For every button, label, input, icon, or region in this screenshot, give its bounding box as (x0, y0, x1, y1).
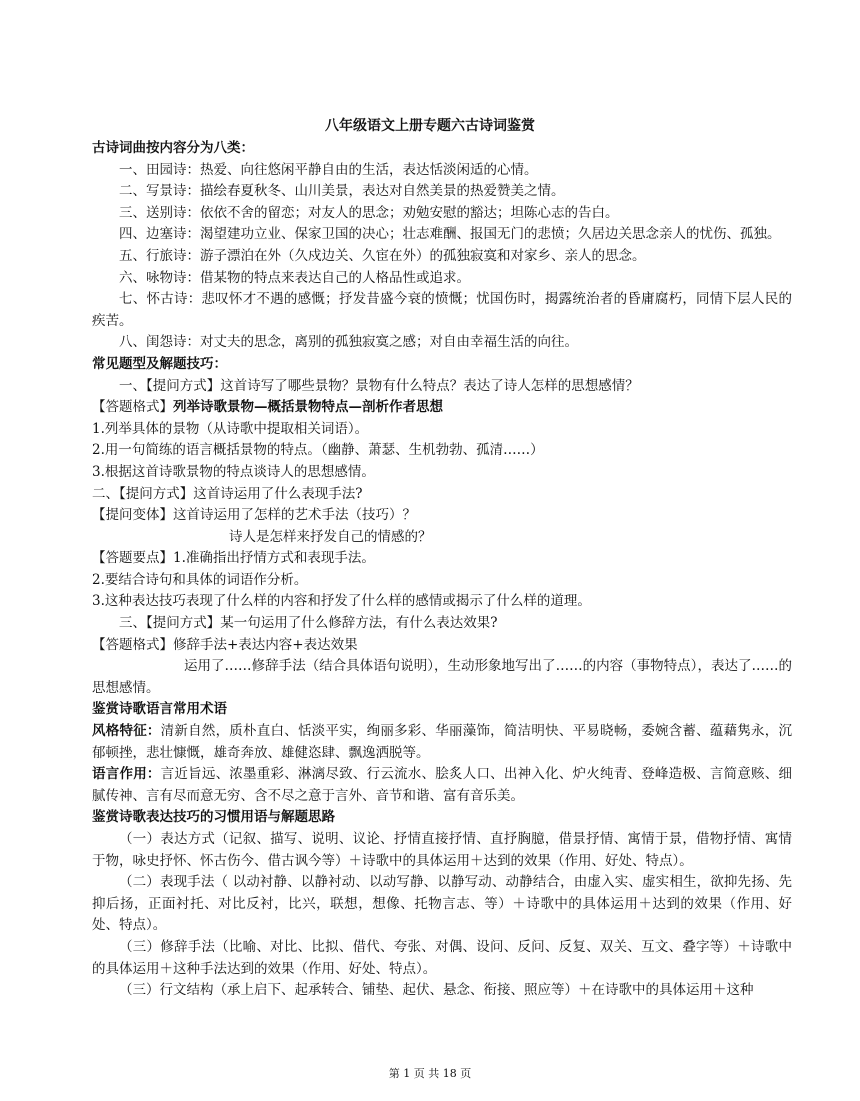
paragraph: 四、边塞诗：渴望建功立业、保家卫国的决心；壮志难酬、报国无门的悲愤；久居边关思念亲人的忧伤、孤独。 (119, 226, 781, 243)
document-title: 八年级语文上册专题六古诗词鉴赏 (325, 118, 535, 134)
paragraph: （一）表达方式（记叙、描写、说明、议论、抒情直接抒情、直抒胸臆，借景抒情、寓情于景，借物抒情、寓情于物，咏史抒怀、怀古伤今、借古讽今等）＋诗歌中的具体运用＋达到的效果（作用、好处、特点）。 (92, 831, 792, 869)
paragraph: 三、【提问方式】某一句运用了什么修辞方法，有什么表达效果? (119, 615, 498, 632)
document-body (92, 138, 792, 1002)
paragraph: 2.要结合诗句和具体的词语作分析。 (92, 571, 308, 588)
paragraph: 一、田园诗：热爱、向往悠闲平静自由的生活，表达恬淡闲适的心情。 (119, 161, 538, 178)
paragraph: 一、【提问方式】这首诗写了哪些景物？景物有什么特点？表达了诗人怎样的思想感情？ (119, 377, 639, 394)
paragraph: 语言作用：言近旨远、浓墨重彩、淋漓尽致、行云流水、脍炙人口、出神入化、炉火纯青、登峰造极、言简意赅、细腻传神、言有尽而意无穷、含不尽之意于言外、音节和谐、富有音乐美。 (92, 766, 793, 804)
paragraph: 风格特征：清新自然，质朴直白、恬淡平实，绚丽多彩、华丽藻饰，简洁明快、平易晓畅，委婉含蓄、蕴藉隽永，沉郁顿挫，悲壮慷慨，雄奇奔放、雄健恣肆、飘逸洒脱等。 (92, 723, 793, 761)
paragraph: 六、咏物诗：借某物的特点来表达自己的人格品性或追求。 (119, 269, 470, 286)
paragraph: 五、行旅诗：游子漂泊在外（久戍边关、久宦在外）的孤独寂寞和对家乡、亲人的思念。 (119, 247, 646, 264)
paragraph: 二、写景诗：描绘春夏秋冬、山川美景，表达对自然美景的热爱赞美之情。 (119, 183, 565, 200)
paragraph: 古诗词曲按内容分为八类： (92, 140, 254, 156)
paragraph: 【答题格式】列举诗歌景物—概括景物特点—剖析作者思想 (92, 399, 443, 416)
section-heading: 鉴赏诗歌语言常用术语 (92, 701, 227, 718)
paragraph: 八、闺怨诗：对丈夫的思念，离别的孤独寂寞之感；对自由幸福生活的向往。 (119, 334, 578, 351)
paragraph: 三、送别诗：依依不舍的留恋；对友人的思念；劝勉安慰的豁达；坦陈心志的告白。 (119, 204, 619, 221)
section-heading: 鉴赏诗歌表达技巧的习惯用语与解题思路 (92, 809, 335, 826)
page-footer: 第 1 页 共 18 页 (388, 1067, 472, 1080)
paragraph: 【答题格式】修辞手法+表达内容+表达效果 (92, 636, 358, 653)
paragraph: 2.用一句简练的语言概括景物的特点。（幽静、萧瑟、生机勃勃、孤清……） (92, 442, 544, 459)
paragraph: 3.根据这首诗歌景物的特点谈诗人的思想感情。 (92, 463, 375, 480)
paragraph: （三）修辞手法（比喻、对比、比拟、借代、夸张、对偶、设问、反问、反复、双关、互文、叠字等）＋诗歌中的具体运用＋这种手法达到的效果（作用、好处、特点）。 (92, 938, 792, 977)
paragraph: 1.列举具体的景物（从诗歌中提取相关词语）。 (92, 420, 369, 437)
paragraph: 【提问变体】这首诗运用了怎样的艺术手法（技巧）？ (92, 507, 416, 524)
paragraph: 二、【提问方式】这首诗运用了什么表现手法? (92, 485, 363, 502)
paragraph: 运用了……修辞手法（结合具体语句说明），生动形象地写出了……的内容（事物特点），表达了……的思想感情。 (92, 658, 792, 696)
section-heading: 常见题型及解题技巧： (92, 355, 227, 372)
paragraph: 诗人是怎样来抒发自己的情感的？ (229, 528, 432, 545)
paragraph: 【答题要点】1.准确指出抒情方式和表现手法。 (92, 550, 375, 567)
paragraph: 七、怀古诗：悲叹怀才不遇的感慨；抒发昔盛今衰的愤慨；忧国伤时，揭露统治者的昏庸腐朽，同情下层人民的疾苦。 (92, 291, 792, 329)
paragraph: （二）表现手法（ 以动衬静、以静衬动、以动写静、以静写动、动静结合，由虚入实、虚实相生，欲抑先扬、先抑后扬，正面衬托、对比反衬，比兴，联想，想像、托物言志、等）＋诗歌中的具体运用＋达到的效果（作用、好处、特点）。 (92, 874, 792, 934)
paragraph: 3.这种表达技巧表现了什么样的内容和抒发了什么样的感情或揭示了什么样的道理。 (92, 593, 591, 610)
paragraph: （三）行文结构（承上启下、起承转合、铺垫、起伏、悬念、衔接、照应等）＋在诗歌中的具体运用＋这种 (119, 982, 754, 999)
